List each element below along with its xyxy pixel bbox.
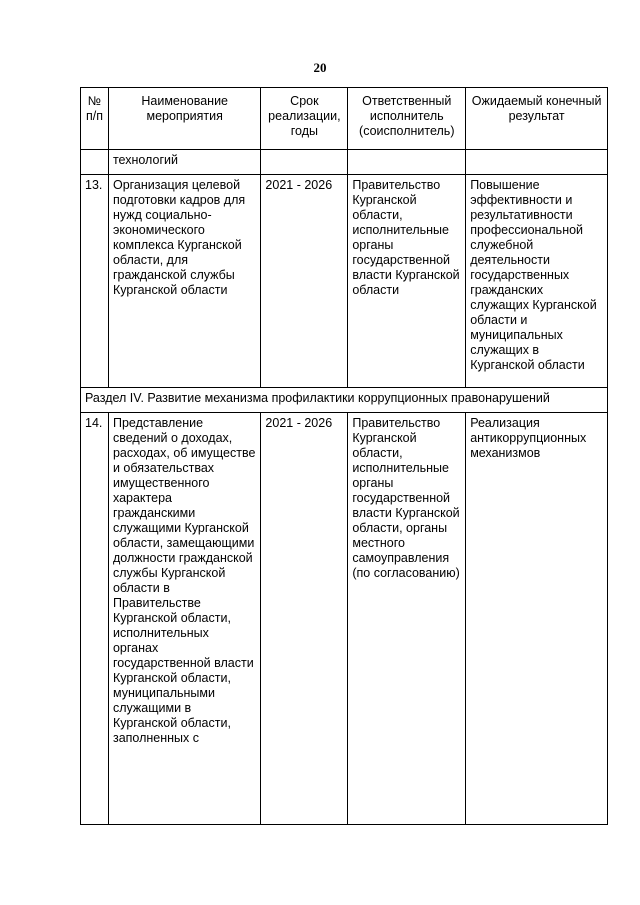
section-title: Раздел IV. Развитие механизма профилактики коррупционных правонарушений bbox=[81, 388, 608, 413]
cell-name: Организация целевой подготовки кадров для нужд социально-экономического комплекса Курганской области, для гражданской службы Курганской области bbox=[108, 175, 260, 388]
measures-table bbox=[80, 87, 608, 825]
cell-number: 14. bbox=[81, 413, 109, 825]
page-number: 20 bbox=[313, 60, 327, 75]
header-result: Ожидаемый конечный результат bbox=[466, 88, 608, 150]
table-row bbox=[81, 413, 608, 825]
header-name: Наименование мероприятия bbox=[108, 88, 260, 150]
cell-number: 13. bbox=[81, 175, 109, 388]
header-executor: Ответственный исполнитель (соисполнитель) bbox=[348, 88, 466, 150]
table-row-continuation bbox=[81, 150, 608, 175]
cell-name: технологий bbox=[108, 150, 260, 175]
table-header-row bbox=[81, 88, 608, 150]
cell-executor bbox=[348, 150, 466, 175]
section-row bbox=[81, 388, 608, 413]
cell-period: 2021 - 2026 bbox=[261, 413, 348, 825]
cell-result: Реализация антикоррупционных механизмов bbox=[466, 413, 608, 825]
cell-period bbox=[261, 150, 348, 175]
table-row bbox=[81, 175, 608, 388]
cell-result bbox=[466, 150, 608, 175]
cell-executor: Правительство Курганской области, исполнительные органы государственной власти Курганской области, органы местного самоуправления (по согласованию) bbox=[348, 413, 466, 825]
header-period: Срок реализации, годы bbox=[261, 88, 348, 150]
header-number: № п/п bbox=[81, 88, 109, 150]
cell-number bbox=[81, 150, 109, 175]
cell-period: 2021 - 2026 bbox=[261, 175, 348, 388]
cell-name: Представление сведений о доходах, расходах, об имуществе и обязательствах имущественного характера гражданскими служащими Курганской области, замещающими должности гражданской службы Курганской области в Правительстве Курганской области, исполнительных органах государственной власти Курганской области, муниципальными служащими в Курганской области, заполненных с bbox=[108, 413, 260, 825]
cell-executor: Правительство Курганской области, исполнительные органы государственной власти Курганской области bbox=[348, 175, 466, 388]
cell-result: Повышение эффективности и результативности профессиональной служебной деятельности государственных гражданских служащих Курганской области и муниципальных служащих в Курганской области bbox=[466, 175, 608, 388]
